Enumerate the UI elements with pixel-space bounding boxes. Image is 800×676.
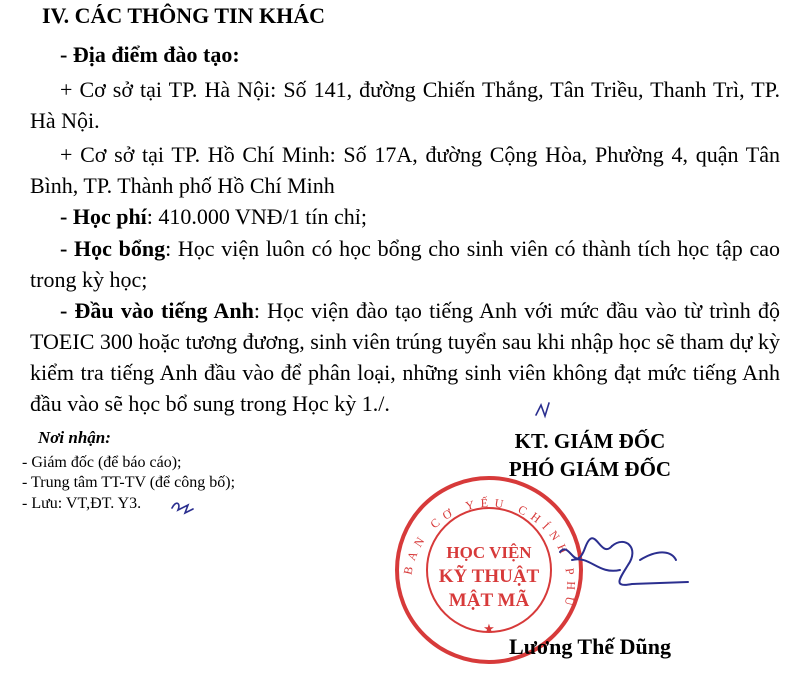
scholarship-label: - Học bổng [60, 236, 166, 261]
tuition-label: - Học phí [60, 204, 147, 229]
recipient-item: - Lưu: VT,ĐT. Y3. [22, 495, 142, 512]
section-title: IV. CÁC THÔNG TIN KHÁC [42, 3, 326, 28]
scholarship-text: : Học viện luôn có học bổng cho sinh viên có thành tích học tập cao trong kỳ học; [30, 236, 780, 292]
english-label: - Đầu vào tiếng Anh [60, 298, 254, 323]
recipient-item: - Giám đốc (để báo cáo); [22, 454, 182, 471]
seal-star-icon: ★ [483, 621, 495, 636]
signer-name: Lương Thế Dũng [509, 634, 671, 659]
location-hcm: + Cơ sở tại TP. Hồ Chí Minh: Số 17A, đường Cộng Hòa, Phường 4, quận Tân Bình, TP. Thành phố Hồ Chí Minh [30, 142, 780, 198]
recipient-item: - Trung tâm TT-TV (để công bố); [22, 474, 236, 491]
recipients-title: Nơi nhận: [38, 428, 111, 447]
tuition-text: : 410.000 VNĐ/1 tín chỉ; [146, 204, 368, 229]
seal-ring-text: BAN CƠ YẾU CHÍNH PHỦ [400, 495, 579, 613]
seal-line-2: KỸ THUẬT [438, 566, 540, 587]
seal-line-1: HỌC VIỆN [446, 543, 532, 562]
signature-subtitle: PHÓ GIÁM ĐỐC [508, 457, 672, 481]
location-label: - Địa điểm đào tạo: [60, 42, 240, 67]
signature-title: KT. GIÁM ĐỐC [514, 429, 666, 453]
location-hanoi: + Cơ sở tại TP. Hà Nội: Số 141, đường Chiến Thắng, Tân Triều, Thanh Trì, TP. Hà Nội. [30, 77, 780, 133]
seal-line-3: MẬT MÃ [448, 590, 530, 611]
english-text: : Học viện đào tạo tiếng Anh với mức đầu vào từ trình độ TOEIC 300 hoặc tương đương, sinh viên trúng tuyển sau khi nhập học sẽ tham dự kỳ kiểm tra tiếng Anh đầu vào để phân loại, những sinh viên không đạt mức tiếng Anh đầu vào sẽ học bổ sung trong Học kỳ 1./. [30, 298, 780, 416]
